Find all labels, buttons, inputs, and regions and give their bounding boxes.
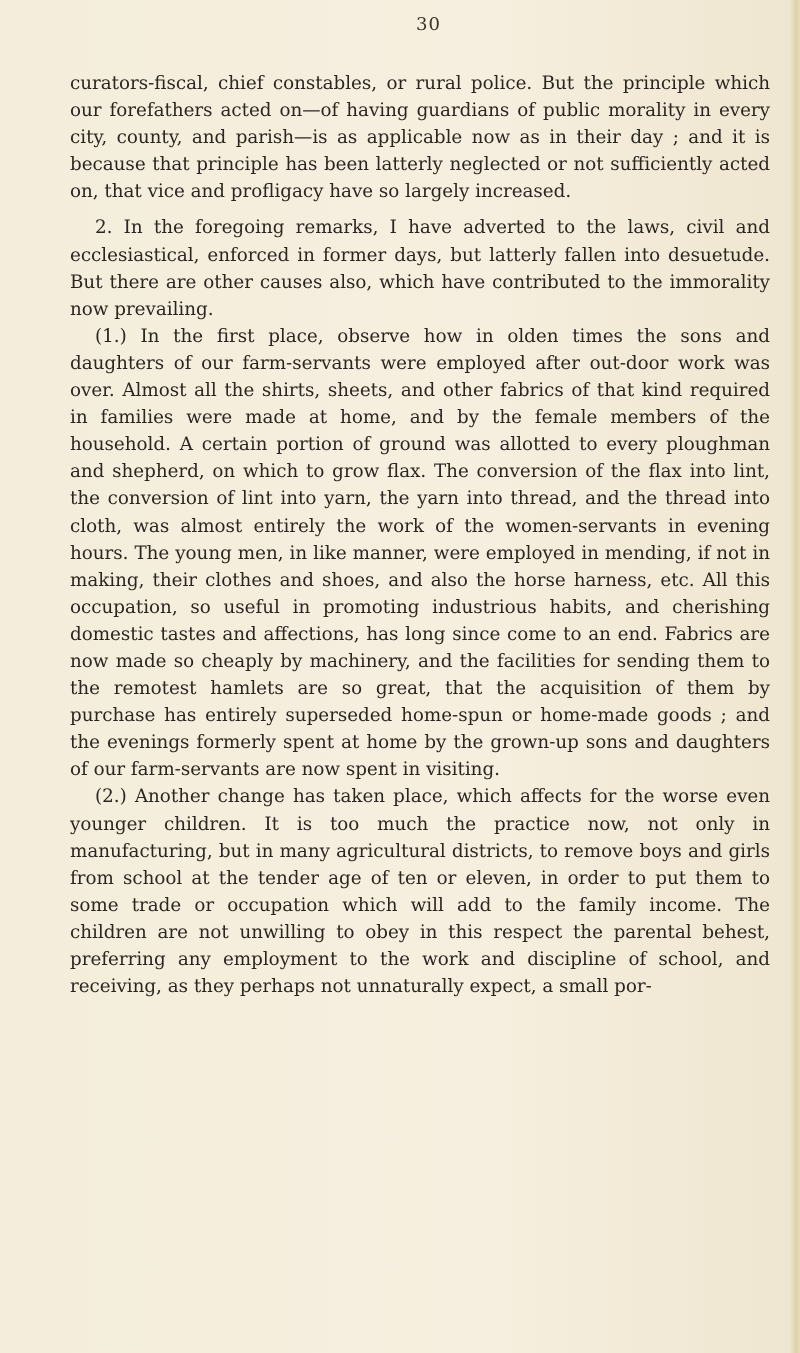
body-text [70,70,770,1000]
page-number: 30 [416,14,441,35]
paragraph-point-1: (1.) In the first place, observe how in olden times the sons and daughters of our farm-servants were employed after out-door work was over. Almost all the shirts, sheets, and other fabrics of that kind required in families were made at home, and by the female members of the household. A certain portion of ground was allotted to every ploughman and shepherd, on which to grow flax. The conversion of the flax into lint, the conversion of lint into yarn, the yarn into thread, and the thread into cloth, was almost entirely the work of the women-servants in evening hours. The young men, in like manner, were employed in mending, if not in making, their clothes and shoes, and also the horse harness, etc. All this occupation, so useful in promoting industrious habits, and cherishing domestic tastes and affections, has long since come to an end. Fabrics are now made so cheaply by machinery, and the facilities for sending them to the remotest hamlets are so great, that the acquisition of them by purchase has entirely superseded home-spun or home-made goods ; and the evenings formerly spent at home by the grown-up sons and daughters of our farm-servants are now spent in visiting. [70,325,770,781]
page-edge [790,0,800,1353]
paragraph-continuation: curators-fiscal, chief constables, or rural police. But the principle which our forefathers acted on—of having guardians of public morality in every city, county, and parish—is as applicable now as in their day ; and it is because that principle has been latterly neglected or not sufficiently acted on, that vice and profligacy have so largely increased. [70,73,770,203]
paragraph-point-2: (2.) Another change has taken place, which affects for the worse even younger children. It is too much the practice now, not only in manufacturing, but in many agricultural districts, to remove boys and girls from school at the tender age of ten or eleven, in order to put them to some trade or occupation which will add to the family income. The children are not unwilling to obey in this respect the parental behest, preferring any employment to the work and discipline of school, and receiving, as they perhaps not unnaturally expect, a small por- [70,786,770,998]
paragraph-section-2: 2. In the foregoing remarks, I have adverted to the laws, civil and ecclesiastical, enforced in former days, but latterly fallen into desuetude. But there are other causes also, which have contributed to the immorality now prevailing. [70,217,770,320]
